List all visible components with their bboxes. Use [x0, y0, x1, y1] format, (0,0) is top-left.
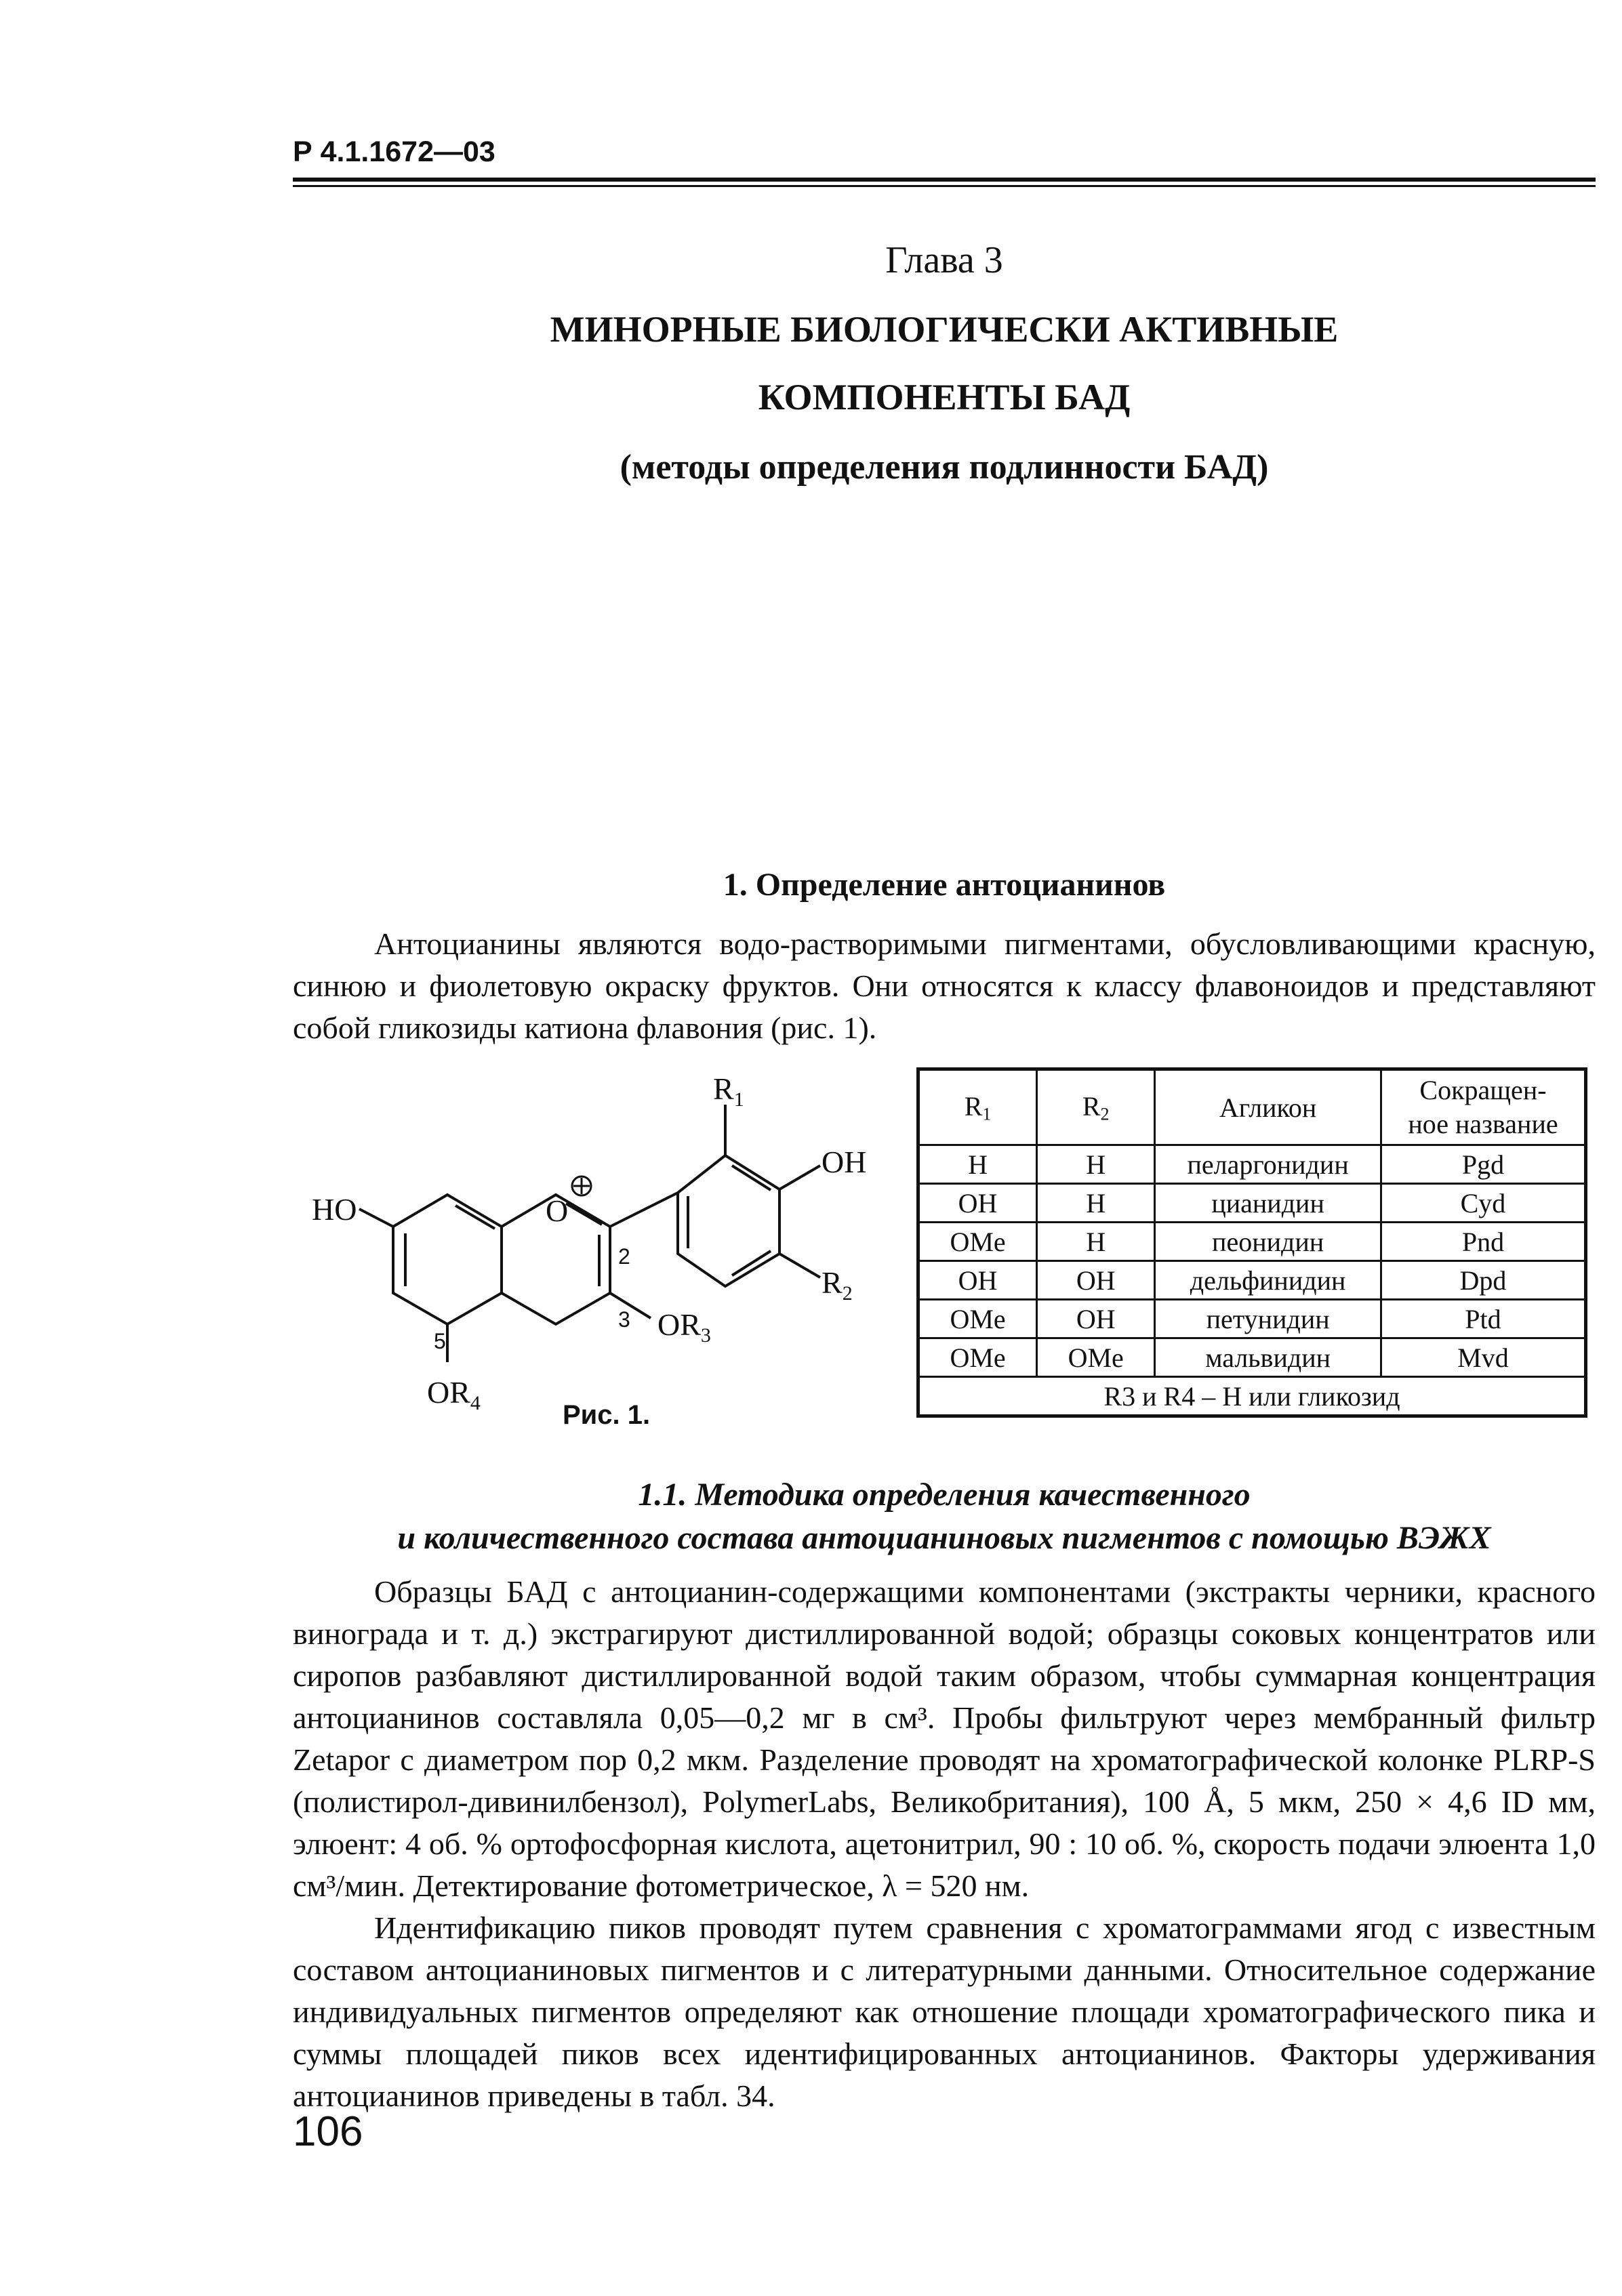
- chapter-title-line2: КОМПОНЕНТЫ БАД: [758, 377, 1131, 417]
- subsection-title-line1: 1.1. Методика определения качественного: [638, 1477, 1251, 1513]
- chapter-title-line1: МИНОРНЫЕ БИОЛОГИЧЕСКИ АКТИВНЫЕ: [550, 309, 1339, 350]
- label-o-plus: O: [546, 1193, 569, 1228]
- label-position-5: 5: [434, 1329, 446, 1353]
- header-rule-thin: [293, 185, 1596, 187]
- cell: OH: [1037, 1300, 1155, 1338]
- cell: H: [1037, 1223, 1155, 1261]
- subsection-paragraph-1: Образцы БАД с антоцианин-содержащими компонентами (экстракты черники, красного винограда и т. д.) экстрагируют дистиллированной водой; образцы соковых концентратов или сиропов разбавляют дистиллированной водой таким образом, чтобы суммарная концентрация антоцианинов составляла 0,05—0,2 мг в см³. Пробы фильтруют через мембранный фильтр Zetapor с диаметром пор 0,2 мкм. Разделение проводят на хроматографической колонке PLRP-S (полистирол-дивинилбензол), PolymerLabs, Великобритания), 100 Å, 5 мкм, 250 × 4,6 ID мм, элюент: 4 об. % ортофосфорная кислота, ацетонитрил, 90 : 10 об. %, скорость подачи элюента 1,0 см³/мин. Детектирование фотометрическое, λ = 520 нм.: [293, 1574, 1596, 1903]
- label-r2: $R_2$: [822, 1265, 853, 1305]
- header-short-name: Сокращен- ное название: [1381, 1069, 1585, 1145]
- section-title: 1. Определение антоцианинов: [723, 867, 1166, 903]
- section1-text: Антоцианины являются водо-растворимыми пигментами, обусловливающими красную, синюю и фиолетовую окраску фруктов. Они относятся к классу флавоноидов и представляют собой гликозиды катиона флавония (рис. 1).: [293, 926, 1596, 1045]
- cell: OMe: [1037, 1338, 1155, 1377]
- section1-paragraph: [293, 923, 1596, 1049]
- label-ho: HO: [312, 1192, 357, 1227]
- cell: мальвидин: [1155, 1338, 1381, 1377]
- cell: Pnd: [1381, 1223, 1585, 1261]
- cell: пеларгонидин: [1155, 1145, 1381, 1184]
- cell: H: [1037, 1184, 1155, 1223]
- figure-caption: Рис. 1.: [563, 1400, 651, 1430]
- table-row: [918, 1184, 1586, 1223]
- table-header-row: [918, 1069, 1586, 1145]
- chapter-label: Глава 3: [885, 239, 1003, 281]
- header-rule-thick: [293, 178, 1596, 182]
- cell: OMe: [918, 1338, 1037, 1377]
- label-position-3: 3: [618, 1307, 630, 1332]
- cell: OMe: [918, 1223, 1037, 1261]
- cell: H: [1037, 1145, 1155, 1184]
- cell: дельфинидин: [1155, 1261, 1381, 1300]
- subsection-title-line2: и количественного состава антоцианиновых пигментов с помощью ВЭЖХ: [397, 1520, 1491, 1556]
- table-footer-row: [918, 1377, 1586, 1416]
- cell: Pgd: [1381, 1145, 1585, 1184]
- label-position-2: 2: [618, 1244, 630, 1269]
- label-r1: $R_1$: [713, 1071, 744, 1111]
- table-row: [918, 1300, 1586, 1338]
- cell: Ptd: [1381, 1300, 1585, 1338]
- table-row: [918, 1145, 1586, 1184]
- table-row: [918, 1261, 1586, 1300]
- cell: Cyd: [1381, 1184, 1585, 1223]
- cell: OH: [918, 1261, 1037, 1300]
- document-code: Р 4.1.1672—03: [293, 136, 495, 168]
- table-row: [918, 1223, 1586, 1261]
- header-aglycone: Агликон: [1155, 1069, 1381, 1145]
- label-or4: $OR_4$: [427, 1375, 481, 1414]
- cell: OH: [918, 1184, 1037, 1223]
- cell: OH: [1037, 1261, 1155, 1300]
- table-row: [918, 1338, 1586, 1377]
- cell: пеонидин: [1155, 1223, 1381, 1261]
- header-r1: $R_1$: [918, 1069, 1037, 1145]
- cell: Mvd: [1381, 1338, 1585, 1377]
- chapter-subtitle: (методы определения подлинности БАД): [620, 448, 1269, 487]
- label-oh: OH: [822, 1145, 867, 1179]
- cell: Dpd: [1381, 1261, 1585, 1300]
- label-or3: $OR_3$: [657, 1307, 711, 1347]
- page-number: 106: [293, 2108, 363, 2155]
- cell: H: [918, 1145, 1037, 1184]
- header-r2: $R_2$: [1037, 1069, 1155, 1145]
- flavylium-structure-diagram: [298, 1044, 895, 1450]
- aglycone-table: [916, 1067, 1587, 1418]
- cell: цианидин: [1155, 1184, 1381, 1223]
- subsection-paragraph-2: Идентификацию пиков проводят путем сравнения с хроматограммами ягод с известным составом антоцианиновых пигментов и с литературными данными. Относительное содержание индивидуальных пигментов определяют как отношение площади хроматографического пика и суммы площадей пиков всех идентифицированных антоцианинов. Факторы удерживания антоцианинов приведены в табл. 34.: [293, 1910, 1596, 2113]
- subsection-body: [293, 1571, 1596, 2117]
- table-footer: R3 и R4 – H или гликозид: [918, 1377, 1586, 1416]
- aglycone-table-wrapper: [916, 1067, 1587, 1418]
- cell: OMe: [918, 1300, 1037, 1338]
- cell: петунидин: [1155, 1300, 1381, 1338]
